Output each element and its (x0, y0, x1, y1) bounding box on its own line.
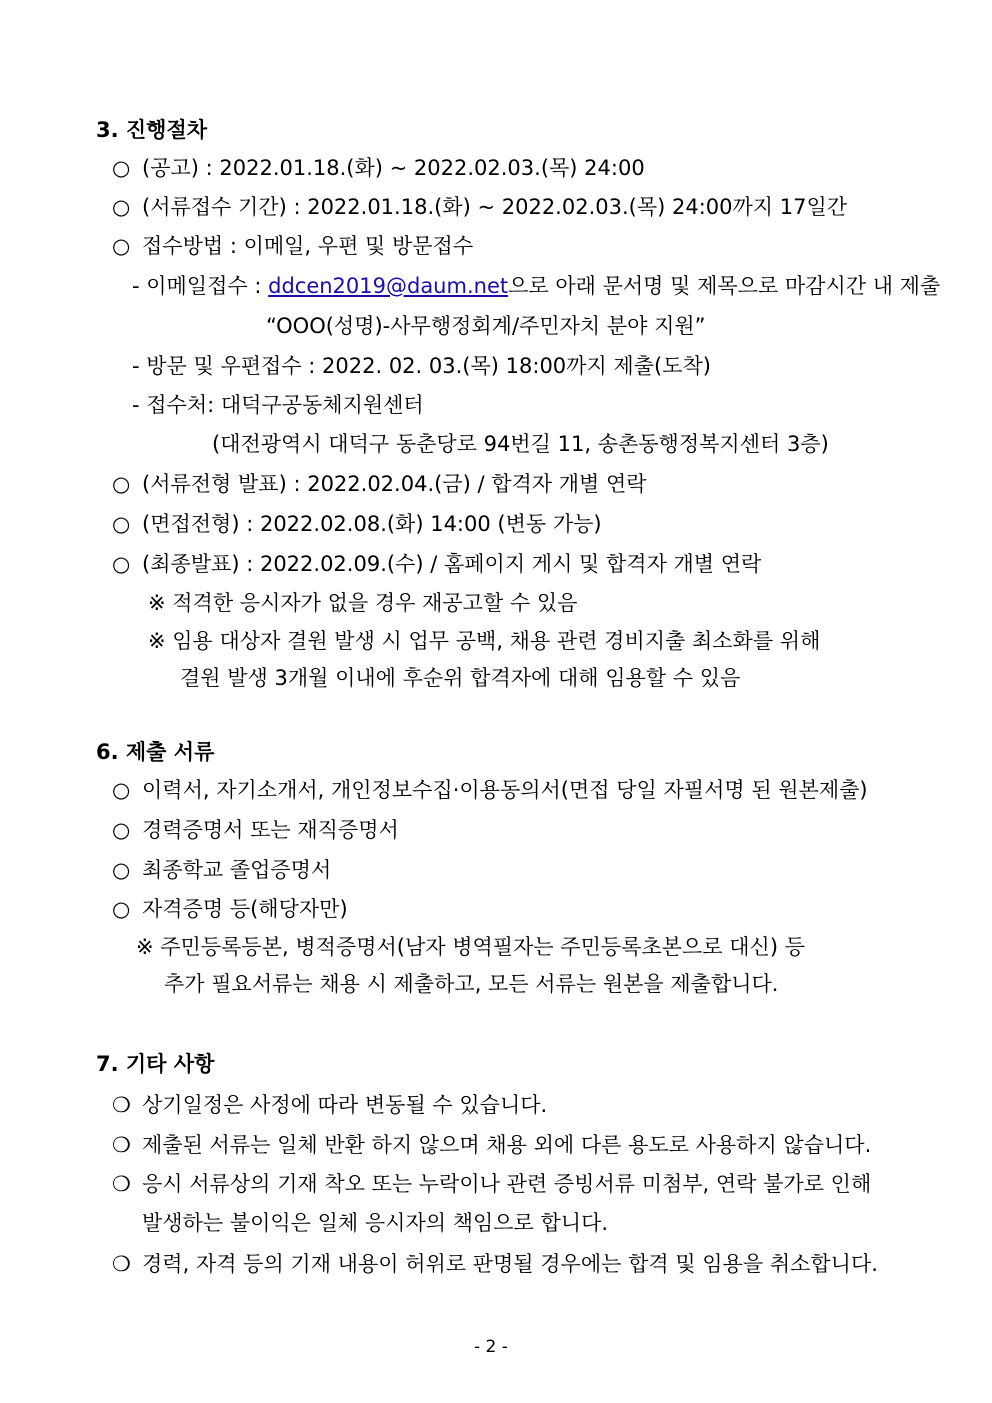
section-6-note-line-2: 추가 필요서류는 채용 시 제출하고, 모든 서류는 원본을 제출합니다. (164, 972, 779, 996)
shadowed-circle-bullet-icon: ❍ (112, 1133, 131, 1157)
hollow-circle-bullet-icon: ○ (112, 778, 131, 802)
section-6-item-2: ○ 경력증명서 또는 재직증명서 (112, 818, 399, 842)
section-3-item-method: ○ 접수방법 : 이메일, 우편 및 방문접수 (112, 234, 474, 258)
receipt-place-line: - 접수처: 대덕구공동체지원센터 (132, 393, 424, 417)
hollow-circle-bullet-icon: ○ (112, 818, 131, 842)
hollow-circle-bullet-icon: ○ (112, 156, 131, 180)
section-7-item-3-line-1: ❍ 응시 서류상의 기재 착오 또는 누락이나 관련 증빙서류 미첨부, 연락 불가로 인해 (112, 1172, 872, 1196)
shadowed-circle-bullet-icon: ❍ (112, 1172, 131, 1196)
section-7-item-1: ❍ 상기일정은 사정에 따라 변동될 수 있습니다. (112, 1093, 548, 1117)
hollow-circle-bullet-icon: ○ (112, 512, 131, 536)
section-7-heading: 7. 기타 사항 (96, 1052, 215, 1076)
shadowed-circle-bullet-icon: ❍ (112, 1252, 131, 1276)
email-receipt-line: - 이메일접수 : ddcen2019@daum.net으로 아래 문서명 및 제목으로 마감시간 내 제출 (132, 274, 941, 298)
hollow-circle-bullet-icon: ○ (112, 897, 131, 921)
section-7-item-3-line-2: 발생하는 불이익은 일체 응시자의 책임으로 합니다. (142, 1211, 609, 1235)
section-3-note-2-line-2: 결원 발생 3개월 이내에 후순위 합격자에 대해 임용할 수 있음 (180, 666, 741, 690)
section-7-item-2: ❍ 제출된 서류는 일체 반환 하지 않으며 채용 외에 다른 용도로 사용하지 않습니다. (112, 1133, 872, 1157)
hollow-circle-bullet-icon: ○ (112, 472, 131, 496)
page-number: - 2 - (474, 1337, 508, 1357)
section-3-note-1: ※ 적격한 응시자가 없을 경우 재공고할 수 있음 (148, 591, 578, 615)
section-3-heading: 3. 진행절차 (96, 118, 208, 142)
section-3-item-announce: ○ (공고) : 2022.01.18.(화) ~ 2022.02.03.(목) 24:00 (112, 156, 645, 180)
section-6-heading: 6. 제출 서류 (96, 740, 215, 764)
section-6-item-4: ○ 자격증명 등(해당자만) (112, 897, 348, 921)
section-6-item-3: ○ 최종학교 졸업증명서 (112, 858, 332, 882)
section-3-note-2-line-1: ※ 임용 대상자 결원 발생 시 업무 공백, 채용 관련 경비지출 최소화를 위해 (148, 629, 821, 653)
section-3-item-receipt: ○ (서류접수 기간) : 2022.01.18.(화) ~ 2022.02.03.(목) 24:00까지 17일간 (112, 195, 848, 219)
section-7-item-4: ❍ 경력, 자격 등의 기재 내용이 허위로 판명될 경우에는 합격 및 임용을 취소합니다. (112, 1252, 878, 1276)
email-document-name: “OOO(성명)-사무행정회계/주민자치 분야 지원” (266, 314, 706, 338)
section-6-item-1: ○ 이력서, 자기소개서, 개인정보수집·이용동의서(면접 당일 자필서명 된 원본제출) (112, 778, 868, 802)
receipt-place-address: (대전광역시 대덕구 동춘당로 94번길 11, 송촌동행정복지센터 3층) (212, 432, 829, 456)
shadowed-circle-bullet-icon: ❍ (112, 1093, 131, 1117)
hollow-circle-bullet-icon: ○ (112, 195, 131, 219)
section-3-item-final: ○ (최종발표) : 2022.02.09.(수) / 홈페이지 게시 및 합격자 개별 연락 (112, 552, 762, 576)
section-3-item-interview: ○ (면접전형) : 2022.02.08.(화) 14:00 (변동 가능) (112, 512, 602, 536)
hollow-circle-bullet-icon: ○ (112, 552, 131, 576)
section-6-note-line-1: ※ 주민등록등본, 병적증명서(남자 병역필자는 주민등록초본으로 대신) 등 (136, 935, 806, 959)
visit-mail-receipt-line: - 방문 및 우편접수 : 2022. 02. 03.(목) 18:00까지 제출(도착) (132, 354, 711, 378)
hollow-circle-bullet-icon: ○ (112, 234, 131, 258)
section-3-item-document-result: ○ (서류전형 발표) : 2022.02.04.(금) / 합격자 개별 연락 (112, 472, 647, 496)
email-link[interactable]: ddcen2019@daum.net (268, 274, 509, 298)
hollow-circle-bullet-icon: ○ (112, 858, 131, 882)
